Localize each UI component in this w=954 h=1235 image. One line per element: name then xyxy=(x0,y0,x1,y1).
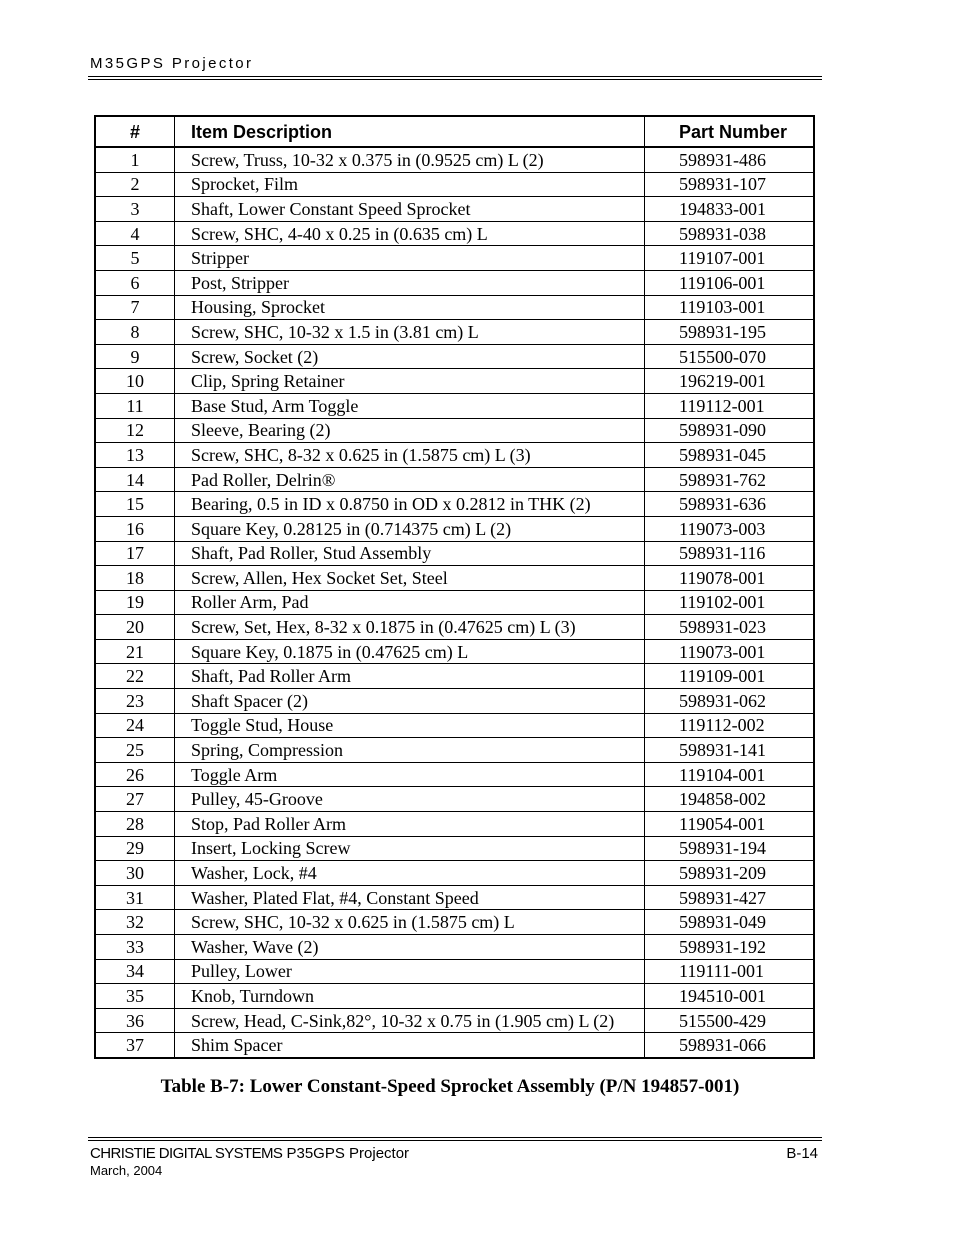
table-row xyxy=(95,369,814,394)
table-row xyxy=(95,689,814,714)
cell-part-number: 598931-049 xyxy=(645,910,815,935)
cell-item-description: Pulley, Lower xyxy=(175,959,645,984)
cell-item-description: Roller Arm, Pad xyxy=(175,590,645,615)
footer-product: P35GPS Projector xyxy=(282,1145,410,1162)
cell-item-description: Screw, SHC, 10-32 x 1.5 in (3.81 cm) L xyxy=(175,320,645,345)
cell-item-number: 31 xyxy=(95,885,175,910)
table-row xyxy=(95,270,814,295)
cell-item-description: Screw, Allen, Hex Socket Set, Steel xyxy=(175,566,645,591)
cell-part-number: 598931-427 xyxy=(645,885,815,910)
cell-item-description: Clip, Spring Retainer xyxy=(175,369,645,394)
cell-part-number: 119103-001 xyxy=(645,295,815,320)
table-row xyxy=(95,910,814,935)
cell-part-number: 598931-062 xyxy=(645,689,815,714)
cell-item-description: Sleeve, Bearing (2) xyxy=(175,418,645,443)
cell-item-description: Bearing, 0.5 in ID x 0.8750 in OD x 0.2812 in THK (2) xyxy=(175,492,645,517)
cell-item-number: 5 xyxy=(95,246,175,271)
table-row xyxy=(95,344,814,369)
table-row xyxy=(95,984,814,1009)
cell-item-description: Square Key, 0.1875 in (0.47625 cm) L xyxy=(175,639,645,664)
cell-part-number: 598931-636 xyxy=(645,492,815,517)
cell-item-number: 20 xyxy=(95,615,175,640)
cell-item-description: Screw, Socket (2) xyxy=(175,344,645,369)
footer-product-line xyxy=(90,1145,409,1162)
cell-part-number: 119111-001 xyxy=(645,959,815,984)
cell-item-number: 25 xyxy=(95,738,175,763)
table-row xyxy=(95,885,814,910)
cell-item-description: Shaft Spacer (2) xyxy=(175,689,645,714)
cell-part-number: 598931-116 xyxy=(645,541,815,566)
cell-item-number: 27 xyxy=(95,787,175,812)
column-header-description: Item Description xyxy=(175,116,645,147)
cell-item-number: 19 xyxy=(95,590,175,615)
cell-item-number: 14 xyxy=(95,467,175,492)
cell-item-description: Washer, Wave (2) xyxy=(175,935,645,960)
table-row xyxy=(95,1008,814,1033)
cell-item-description: Shaft, Pad Roller, Stud Assembly xyxy=(175,541,645,566)
cell-item-description: Shim Spacer xyxy=(175,1033,645,1058)
cell-part-number: 119054-001 xyxy=(645,812,815,837)
cell-item-description: Housing, Sprocket xyxy=(175,295,645,320)
cell-part-number: 119112-001 xyxy=(645,393,815,418)
cell-item-number: 29 xyxy=(95,836,175,861)
table-row xyxy=(95,762,814,787)
cell-item-number: 33 xyxy=(95,935,175,960)
table-row xyxy=(95,787,814,812)
cell-item-number: 26 xyxy=(95,762,175,787)
cell-part-number: 119078-001 xyxy=(645,566,815,591)
cell-item-number: 17 xyxy=(95,541,175,566)
cell-item-description: Screw, SHC, 8-32 x 0.625 in (1.5875 cm) L (3) xyxy=(175,443,645,468)
cell-item-description: Screw, Head, C-Sink,82°, 10-32 x 0.75 in (1.905 cm) L (2) xyxy=(175,1008,645,1033)
cell-part-number: 119104-001 xyxy=(645,762,815,787)
cell-part-number: 194510-001 xyxy=(645,984,815,1009)
cell-item-number: 10 xyxy=(95,369,175,394)
cell-item-number: 32 xyxy=(95,910,175,935)
cell-item-description: Stop, Pad Roller Arm xyxy=(175,812,645,837)
table-row xyxy=(95,295,814,320)
table-row xyxy=(95,418,814,443)
footer-brand: CHRISTIE DIGITAL SYSTEMS xyxy=(90,1145,283,1162)
cell-item-number: 11 xyxy=(95,393,175,418)
table-row xyxy=(95,836,814,861)
table-row xyxy=(95,467,814,492)
cell-part-number: 598931-141 xyxy=(645,738,815,763)
cell-item-description: Toggle Arm xyxy=(175,762,645,787)
cell-item-number: 22 xyxy=(95,664,175,689)
cell-item-description: Pad Roller, Delrin® xyxy=(175,467,645,492)
page-number: B-14 xyxy=(786,1145,818,1162)
table-row xyxy=(95,812,814,837)
cell-item-description: Screw, Truss, 10-32 x 0.375 in (0.9525 cm) L (2) xyxy=(175,147,645,172)
cell-item-number: 21 xyxy=(95,639,175,664)
cell-part-number: 196219-001 xyxy=(645,369,815,394)
cell-item-description: Sprocket, Film xyxy=(175,172,645,197)
column-header-part-number: Part Number xyxy=(645,116,815,147)
table-row xyxy=(95,492,814,517)
cell-item-number: 16 xyxy=(95,516,175,541)
cell-item-description: Screw, SHC, 10-32 x 0.625 in (1.5875 cm) L xyxy=(175,910,645,935)
cell-item-number: 2 xyxy=(95,172,175,197)
parts-table-body xyxy=(95,147,814,1058)
cell-item-number: 23 xyxy=(95,689,175,714)
cell-part-number: 598931-038 xyxy=(645,221,815,246)
table-row xyxy=(95,246,814,271)
cell-item-number: 15 xyxy=(95,492,175,517)
cell-part-number: 119112-002 xyxy=(645,713,815,738)
table-row xyxy=(95,172,814,197)
footer-date: March, 2004 xyxy=(90,1163,163,1178)
cell-item-description: Screw, SHC, 4-40 x 0.25 in (0.635 cm) L xyxy=(175,221,645,246)
cell-item-number: 36 xyxy=(95,1008,175,1033)
cell-item-number: 3 xyxy=(95,197,175,222)
cell-item-number: 28 xyxy=(95,812,175,837)
cell-part-number: 598931-192 xyxy=(645,935,815,960)
cell-part-number: 598931-195 xyxy=(645,320,815,345)
header-rule xyxy=(88,76,822,77)
cell-item-description: Toggle Stud, House xyxy=(175,713,645,738)
cell-item-description: Shaft, Lower Constant Speed Sprocket xyxy=(175,197,645,222)
cell-part-number: 119106-001 xyxy=(645,270,815,295)
table-row xyxy=(95,590,814,615)
table-row xyxy=(95,935,814,960)
cell-part-number: 119073-003 xyxy=(645,516,815,541)
cell-item-description: Knob, Turndown xyxy=(175,984,645,1009)
cell-item-number: 1 xyxy=(95,147,175,172)
cell-item-number: 30 xyxy=(95,861,175,886)
table-row xyxy=(95,320,814,345)
footer-rule-secondary xyxy=(88,1140,822,1141)
cell-item-description: Post, Stripper xyxy=(175,270,645,295)
cell-item-number: 18 xyxy=(95,566,175,591)
parts-table xyxy=(94,115,815,1059)
cell-item-description: Insert, Locking Screw xyxy=(175,836,645,861)
cell-item-description: Shaft, Pad Roller Arm xyxy=(175,664,645,689)
cell-item-number: 6 xyxy=(95,270,175,295)
table-row xyxy=(95,639,814,664)
cell-item-number: 37 xyxy=(95,1033,175,1058)
cell-part-number: 598931-045 xyxy=(645,443,815,468)
header-rule-secondary xyxy=(88,79,822,80)
cell-item-description: Washer, Lock, #4 xyxy=(175,861,645,886)
table-row xyxy=(95,516,814,541)
table-row xyxy=(95,393,814,418)
cell-item-number: 34 xyxy=(95,959,175,984)
cell-item-description: Spring, Compression xyxy=(175,738,645,763)
cell-part-number: 598931-066 xyxy=(645,1033,815,1058)
page-header-title: M35GPS Projector xyxy=(90,55,254,72)
table-row xyxy=(95,197,814,222)
cell-part-number: 598931-107 xyxy=(645,172,815,197)
table-row xyxy=(95,959,814,984)
cell-item-description: Washer, Plated Flat, #4, Constant Speed xyxy=(175,885,645,910)
cell-item-description: Stripper xyxy=(175,246,645,271)
table-header-row xyxy=(95,116,814,147)
cell-part-number: 598931-023 xyxy=(645,615,815,640)
cell-part-number: 194833-001 xyxy=(645,197,815,222)
table-row xyxy=(95,566,814,591)
footer-rule xyxy=(88,1137,822,1138)
table-row xyxy=(95,147,814,172)
table-row xyxy=(95,738,814,763)
cell-part-number: 119109-001 xyxy=(645,664,815,689)
cell-part-number: 119073-001 xyxy=(645,639,815,664)
table-row xyxy=(95,615,814,640)
cell-part-number: 598931-486 xyxy=(645,147,815,172)
cell-item-description: Pulley, 45-Groove xyxy=(175,787,645,812)
cell-item-number: 7 xyxy=(95,295,175,320)
cell-item-number: 8 xyxy=(95,320,175,345)
cell-part-number: 194858-002 xyxy=(645,787,815,812)
cell-part-number: 598931-209 xyxy=(645,861,815,886)
table-row xyxy=(95,1033,814,1058)
table-row xyxy=(95,861,814,886)
cell-part-number: 598931-090 xyxy=(645,418,815,443)
cell-part-number: 119102-001 xyxy=(645,590,815,615)
cell-item-description: Base Stud, Arm Toggle xyxy=(175,393,645,418)
cell-item-number: 4 xyxy=(95,221,175,246)
cell-item-number: 24 xyxy=(95,713,175,738)
cell-item-number: 12 xyxy=(95,418,175,443)
table-row xyxy=(95,443,814,468)
cell-part-number: 515500-070 xyxy=(645,344,815,369)
column-header-number: # xyxy=(95,116,175,147)
table-row xyxy=(95,713,814,738)
cell-item-description: Screw, Set, Hex, 8-32 x 0.1875 in (0.47625 cm) L (3) xyxy=(175,615,645,640)
cell-part-number: 515500-429 xyxy=(645,1008,815,1033)
cell-item-description: Square Key, 0.28125 in (0.714375 cm) L (2) xyxy=(175,516,645,541)
cell-item-number: 35 xyxy=(95,984,175,1009)
cell-part-number: 598931-762 xyxy=(645,467,815,492)
cell-item-number: 13 xyxy=(95,443,175,468)
table-row xyxy=(95,664,814,689)
table-row xyxy=(95,541,814,566)
cell-part-number: 598931-194 xyxy=(645,836,815,861)
table-caption: Table B-7: Lower Constant-Speed Sprocket Assembly (P/N 194857-001) xyxy=(160,1076,740,1097)
cell-item-number: 9 xyxy=(95,344,175,369)
cell-part-number: 119107-001 xyxy=(645,246,815,271)
table-row xyxy=(95,221,814,246)
